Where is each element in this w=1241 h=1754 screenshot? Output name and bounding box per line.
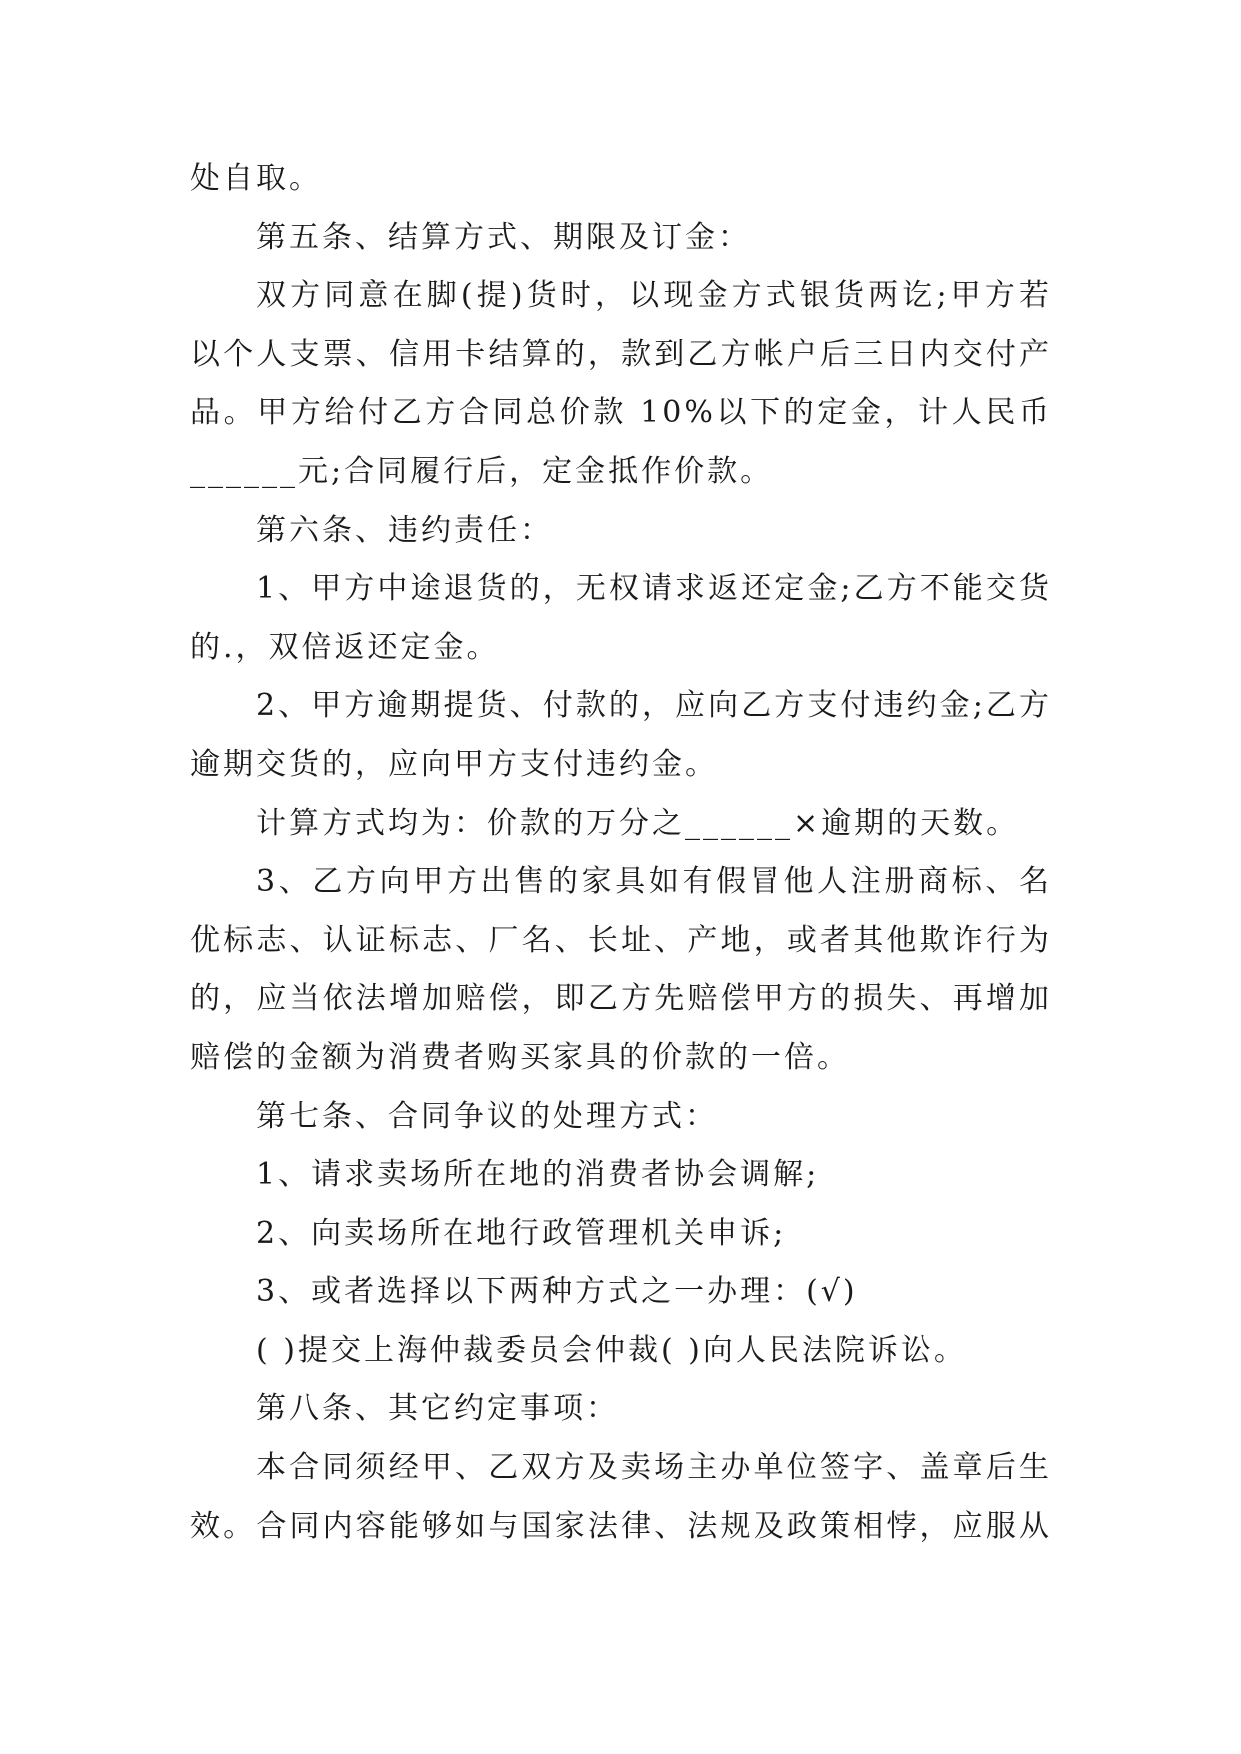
text-line-3: 双方同意在脚(提)货时，以现金方式银货两讫;甲方若 — [256, 278, 1052, 314]
text-line-23: 本合同须经甲、乙双方及卖场主办单位签字、盖章后生 — [256, 1450, 1052, 1486]
text-line-24: 效。合同内容能够如与国家法律、法规及政策相悖，应服从 — [190, 1508, 1052, 1544]
document-page — [190, 150, 1052, 1556]
text-line-14: 优标志、认证标志、厂名、长址、产地，或者其他欺诈行为 — [190, 922, 1052, 958]
text-line-18: 1、请求卖场所在地的消费者协会调解; — [256, 1157, 820, 1193]
text-line-19: 2、向卖场所在地行政管理机关申诉; — [256, 1215, 787, 1251]
text-line-1: 处自取。 — [190, 161, 322, 196]
text-line-21: ( )提交上海仲裁委员会仲裁( )向人民法院诉讼。 — [256, 1332, 967, 1368]
text-line-9: 的.，双倍返还定金。 — [190, 629, 500, 665]
text-line-8: 1、甲方中途退货的，无权请求返还定金;乙方不能交货 — [256, 571, 1052, 607]
text-line-6: ______元;合同履行后，定金抵作价款。 — [190, 453, 774, 489]
text-line-12: 计算方式均为：价款的万分之______×逾期的天数。 — [256, 805, 1020, 841]
text-line-15: 的，应当依法增加赔偿，即乙方先赔偿甲方的损失、再增加 — [190, 981, 1052, 1017]
text-line-10: 2、甲方逾期提货、付款的，应向乙方支付违约金;乙方 — [256, 688, 1052, 724]
text-line-2: 第五条、结算方式、期限及订金： — [256, 219, 751, 255]
text-line-17: 第七条、合同争议的处理方式： — [256, 1098, 718, 1134]
text-line-13: 3、乙方向甲方出售的家具如有假冒他人注册商标、名 — [256, 864, 1052, 900]
text-line-11: 逾期交货的，应向甲方支付违约金。 — [190, 746, 718, 782]
text-line-16: 赔偿的金额为消费者购买家具的价款的一倍。 — [190, 1039, 850, 1075]
text-line-22: 第八条、其它约定事项： — [256, 1391, 619, 1427]
text-line-4: 以个人支票、信用卡结算的，款到乙方帐户后三日内交付产 — [190, 336, 1052, 372]
text-line-5: 品。甲方给付乙方合同总价款 10%以下的定金，计人民币 — [190, 395, 1052, 431]
text-line-7: 第六条、违约责任： — [256, 512, 553, 548]
text-line-20: 3、或者选择以下两种方式之一办理：(√) — [256, 1274, 858, 1310]
